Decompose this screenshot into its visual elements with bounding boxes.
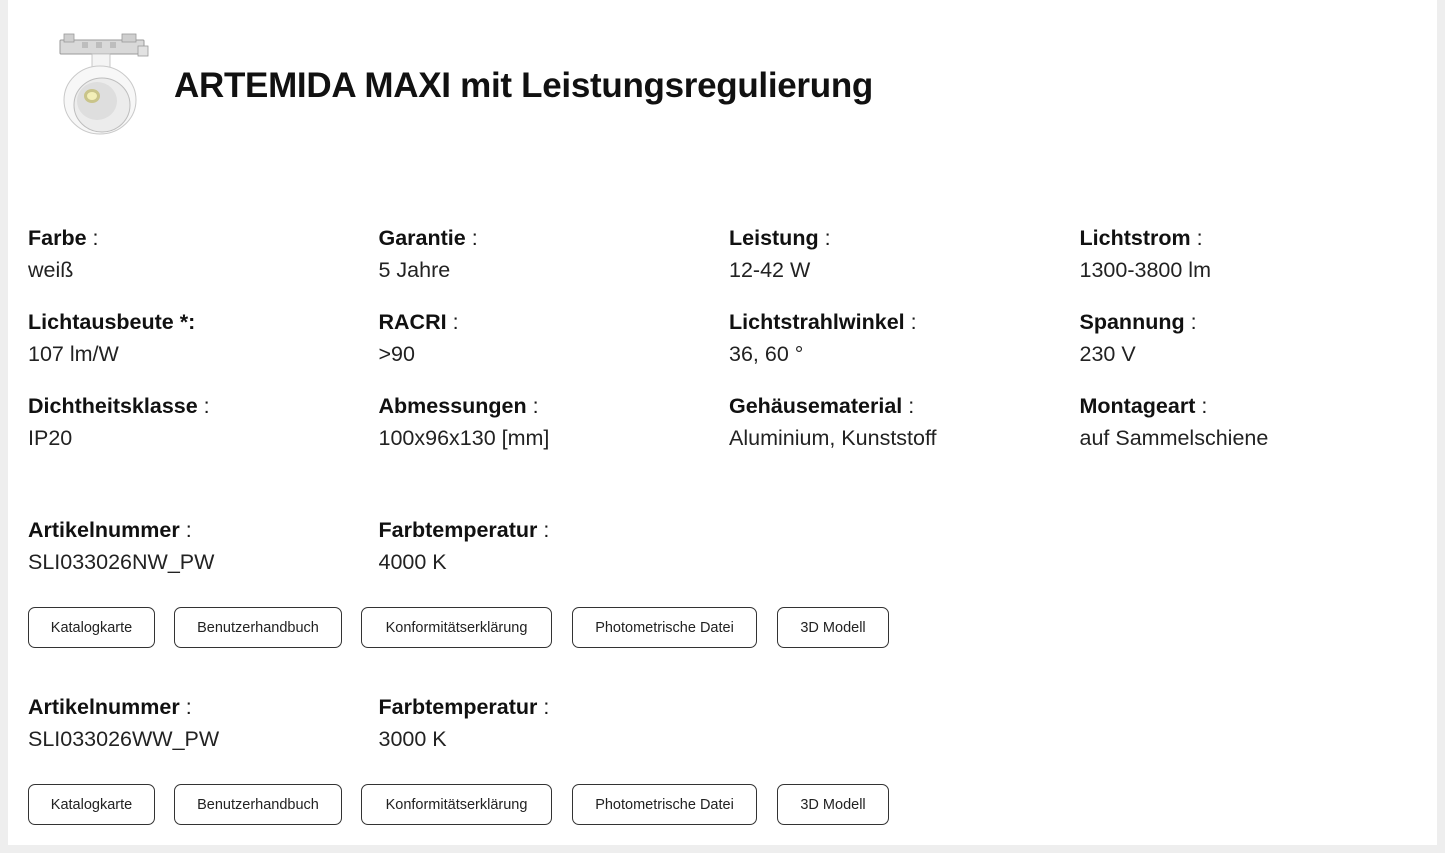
spec-value: auf Sammelschiene — [1079, 426, 1269, 450]
declaration-of-conformity-button[interactable]: Konformitätserklärung — [361, 784, 552, 825]
spec-lichtausbeute — [28, 306, 379, 390]
article-number-label: Artikelnummer — [28, 518, 180, 542]
article-number-value: SLI033026WW_PW — [28, 727, 220, 751]
spec-label: Lichtausbeute *: — [28, 310, 196, 334]
color-temperature — [379, 514, 730, 578]
spec-colon: : — [1190, 226, 1203, 250]
spec-value: 230 V — [1079, 342, 1136, 366]
spec-label: Spannung — [1079, 310, 1185, 334]
spec-value: 5 Jahre — [378, 258, 451, 282]
spec-label: Farbe — [28, 226, 87, 250]
declaration-of-conformity-button[interactable]: Konformitätserklärung — [361, 607, 552, 648]
color-temperature-label: Farbtemperatur — [378, 695, 538, 719]
spec-value: 12-42 W — [729, 258, 811, 282]
product-header — [8, 26, 1437, 146]
product-title: ARTEMIDA MAXI mit Leistungsregulierung — [174, 66, 873, 105]
color-temperature-value: 4000 K — [378, 550, 447, 574]
spec-dichtheitsklasse — [28, 390, 379, 474]
spec-value: 100x96x130 [mm] — [378, 426, 550, 450]
photometric-file-button[interactable]: Photometrische Datei — [572, 784, 757, 825]
article-number-label: Artikelnummer — [28, 695, 180, 719]
spec-value: IP20 — [28, 426, 73, 450]
spec-value: 107 lm/W — [28, 342, 119, 366]
spec-label: Lichtstrom — [1079, 226, 1191, 250]
spec-lichtstrom — [1080, 222, 1431, 306]
spec-leistung — [729, 222, 1080, 306]
spec-value: >90 — [378, 342, 415, 366]
spec-spannung — [1080, 306, 1431, 390]
user-manual-button[interactable]: Benutzerhandbuch — [174, 607, 342, 648]
spec-colon: : — [537, 518, 550, 542]
product-card — [8, 0, 1437, 845]
spec-label: Dichtheitsklasse — [28, 394, 198, 418]
spec-garantie — [379, 222, 730, 306]
spec-colon: : — [179, 518, 192, 542]
spec-colon: : — [446, 310, 459, 334]
spec-value: 36, 60 ° — [729, 342, 804, 366]
spec-racri — [379, 306, 730, 390]
catalog-card-button[interactable]: Katalogkarte — [28, 607, 155, 648]
variant-nw — [28, 514, 1428, 636]
catalog-card-button[interactable]: Katalogkarte — [28, 784, 155, 825]
3d-model-button[interactable]: 3D Modell — [777, 784, 889, 825]
spec-grid — [28, 222, 1428, 474]
article-number — [28, 691, 379, 755]
color-temperature-value: 3000 K — [378, 727, 447, 751]
spec-colon: : — [902, 394, 915, 418]
spec-farbe — [28, 222, 379, 306]
photometric-file-button[interactable]: Photometrische Datei — [572, 607, 757, 648]
variant-ww — [28, 691, 1428, 813]
spec-label: Leistung — [729, 226, 819, 250]
spec-colon: : — [526, 394, 539, 418]
spec-label: Lichtstrahlwinkel — [729, 310, 905, 334]
spec-value: weiß — [28, 258, 74, 282]
spec-colon: : — [179, 695, 192, 719]
spec-label: Montageart — [1079, 394, 1196, 418]
spec-colon: : — [86, 226, 99, 250]
user-manual-button[interactable]: Benutzerhandbuch — [174, 784, 342, 825]
spec-montageart — [1080, 390, 1431, 474]
spec-label: Abmessungen — [378, 394, 527, 418]
spec-abmessungen — [379, 390, 730, 474]
track-spotlight-icon — [52, 30, 152, 140]
color-temperature — [379, 691, 730, 755]
spec-gehaeusematerial — [729, 390, 1080, 474]
spec-colon: : — [197, 394, 210, 418]
spec-label: Gehäusematerial — [729, 394, 903, 418]
article-number-value: SLI033026NW_PW — [28, 550, 215, 574]
color-temperature-label: Farbtemperatur — [378, 518, 538, 542]
spec-colon: : — [1195, 394, 1208, 418]
spec-value: 1300-3800 lm — [1079, 258, 1211, 282]
spec-colon: : — [818, 226, 831, 250]
spec-value: Aluminium, Kunststoff — [729, 426, 937, 450]
spec-colon: : — [537, 695, 550, 719]
spec-colon: : — [465, 226, 478, 250]
spec-lichtstrahlwinkel — [729, 306, 1080, 390]
spec-label: Garantie — [378, 226, 466, 250]
3d-model-button[interactable]: 3D Modell — [777, 607, 889, 648]
article-number — [28, 514, 379, 578]
spec-colon: : — [904, 310, 917, 334]
spec-colon: : — [1184, 310, 1197, 334]
spec-label: RACRI — [378, 310, 447, 334]
